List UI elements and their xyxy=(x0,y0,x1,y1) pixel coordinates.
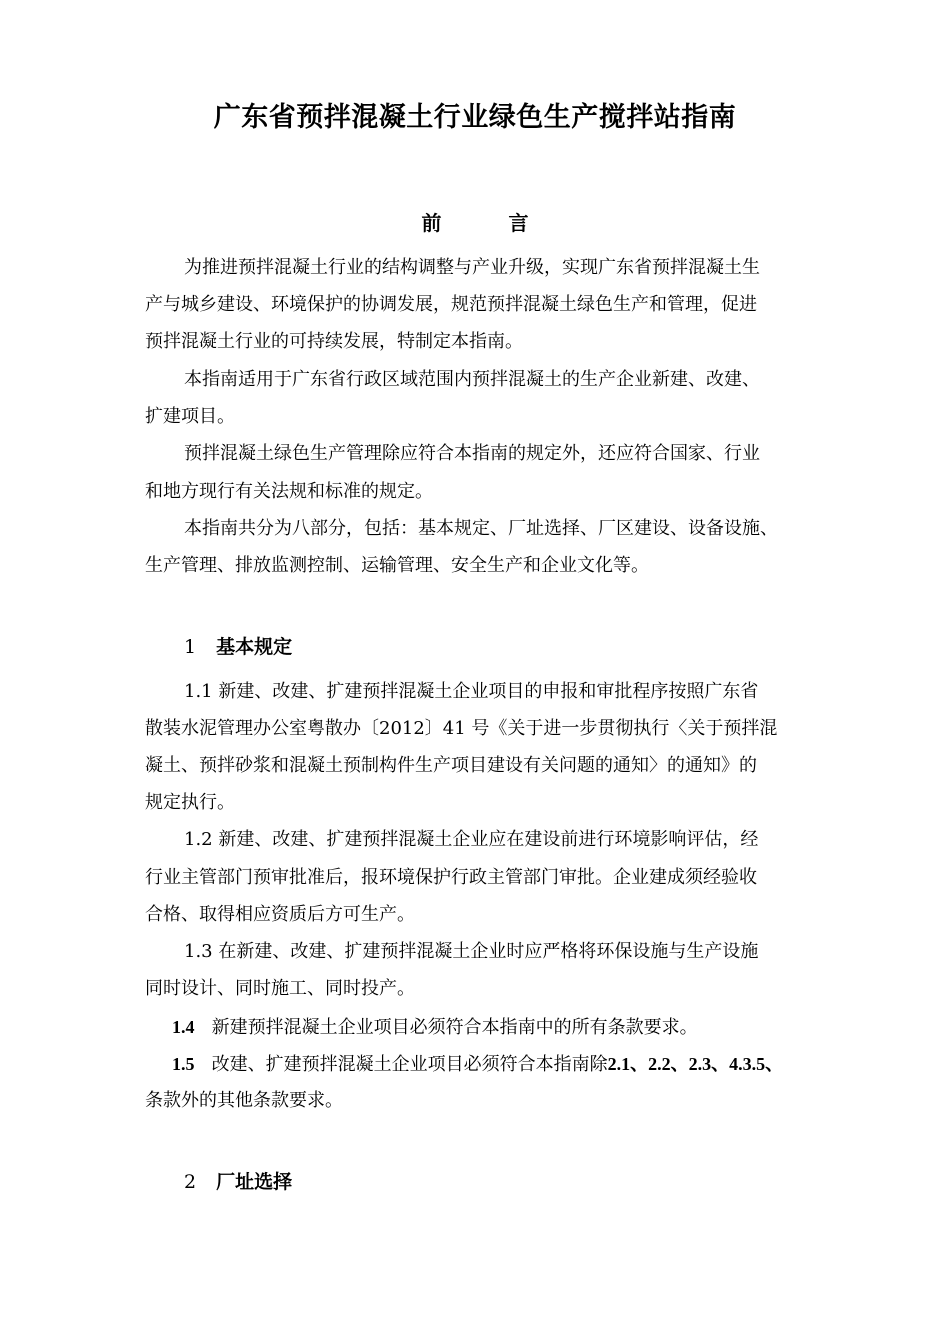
preface-line: 预拌混凝土行业的可持续发展，特制定本指南。 xyxy=(145,331,523,352)
clause-line: 条款外的其他条款要求。 xyxy=(145,1090,343,1111)
preface-line: 扩建项目。 xyxy=(145,406,235,427)
clause-line: 合格、取得相应资质后方可生产。 xyxy=(145,904,415,925)
clause-line: 1.2 新建、改建、扩建预拌混凝土企业应在建设前进行环境影响评估，经 xyxy=(184,829,759,850)
preface-line: 生产管理、排放监测控制、运输管理、安全生产和企业文化等。 xyxy=(145,555,649,576)
preface-line: 预拌混凝土绿色生产管理除应符合本指南的规定外，还应符合国家、行业 xyxy=(184,443,760,464)
preface-line: 产与城乡建设、环境保护的协调发展，规范预拌混凝土绿色生产和管理，促进 xyxy=(145,294,757,315)
clause-line: 行业主管部门预审批准后，报环境保护行政主管部门审批。企业建成须经验收 xyxy=(145,867,757,888)
preface-heading: 前 言 xyxy=(421,211,559,235)
section-number: 1 xyxy=(184,636,197,658)
section-title: 基本规定 xyxy=(216,636,293,658)
preface-line: 和地方现行有关法规和标准的规定。 xyxy=(145,481,433,502)
section-number: 2 xyxy=(184,1171,197,1193)
clause-line: 散装水泥管理办公室粤散办〔2012〕41 号《关于进一步贯彻执行〈关于预拌混 xyxy=(145,718,778,739)
clause-line: 1.3 在新建、改建、扩建预拌混凝土企业时应严格将环保设施与生产设施 xyxy=(184,941,759,962)
clause-1-4 xyxy=(172,1015,698,1040)
clause-line: 1.1 新建、改建、扩建预拌混凝土企业项目的申报和审批程序按照广东省 xyxy=(184,681,759,702)
clause-1-5 xyxy=(172,1052,783,1077)
clause-text: 改建、扩建预拌混凝土企业项目必须符合本指南除 xyxy=(211,1054,608,1075)
section-2-heading xyxy=(184,1167,292,1194)
preface-line: 为推进预拌混凝土行业的结构调整与产业升级，实现广东省预拌混凝土生 xyxy=(184,257,760,278)
section-title: 厂址选择 xyxy=(216,1171,293,1193)
clause-line: 同时设计、同时施工、同时投产。 xyxy=(145,978,415,999)
section-1-heading xyxy=(184,632,292,659)
document-title: 广东省预拌混凝土行业绿色生产搅拌站指南 xyxy=(213,102,737,133)
clause-text: 新建预拌混凝土企业项目必须符合本指南中的所有条款要求。 xyxy=(211,1017,698,1038)
clause-references: 2.1、2.2、2.3、4.3.5、 xyxy=(607,1054,784,1074)
preface-line: 本指南共分为八部分，包括：基本规定、厂址选择、厂区建设、设备设施、 xyxy=(184,518,778,539)
preface-line: 本指南适用于广东省行政区域范围内预拌混凝土的生产企业新建、改建、 xyxy=(184,369,760,390)
clause-number: 1.5 xyxy=(172,1054,195,1074)
clause-number: 1.4 xyxy=(172,1017,195,1037)
clause-line: 凝土、预拌砂浆和混凝土预制构件生产项目建设有关问题的通知〉的通知》的 xyxy=(145,755,757,776)
clause-line: 规定执行。 xyxy=(145,792,235,813)
